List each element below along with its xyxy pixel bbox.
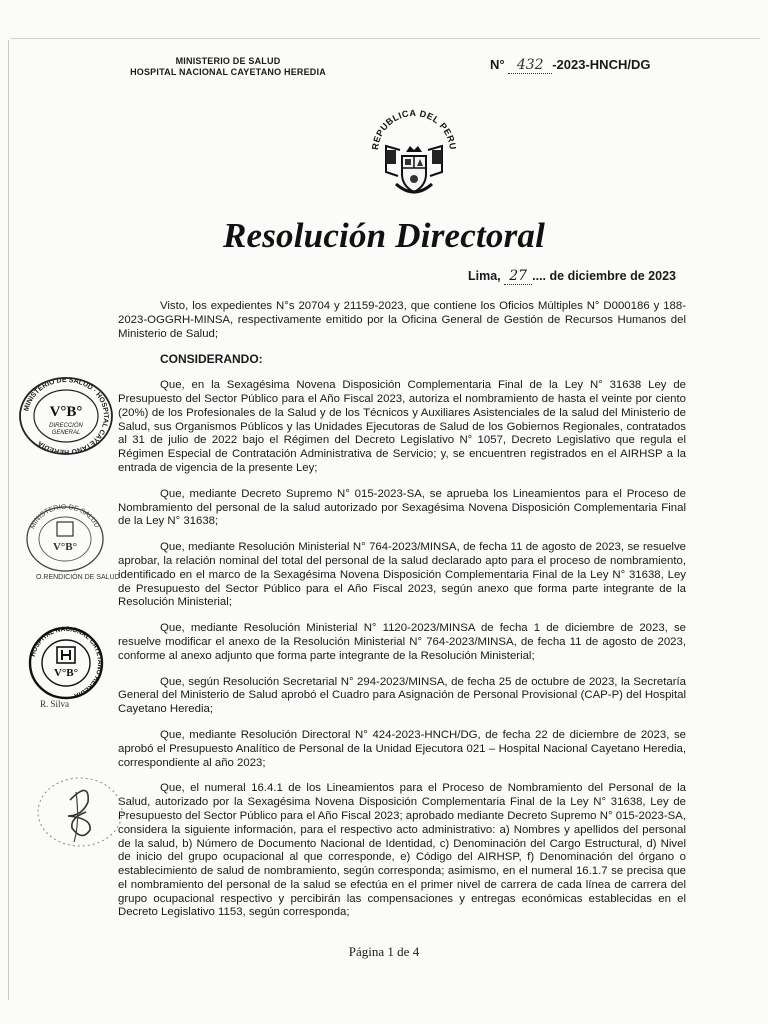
resolution-number xyxy=(490,57,650,74)
hospital-stamp-icon xyxy=(26,626,106,700)
paragraph-2: Que, mediante Decreto Supremo N° 015-2023-SA, se aprueba los Lineamientos para el Proceso de Nombramiento del personal de la salud autorizado por Sexagésima Novena Disposición Complementaria Final de la Ley N° 31638; xyxy=(118,487,686,528)
crest-icon xyxy=(364,100,464,204)
resolution-number-handwritten: 432 xyxy=(508,57,552,74)
date-rest: de diciembre de 2023 xyxy=(549,269,676,283)
hospital-name: HOSPITAL NACIONAL CAYETANO HEREDIA xyxy=(130,67,326,77)
stamp2-ring-text: MINISTERIO DE SALUD xyxy=(29,504,101,531)
page-footer: Página 1 de 4 xyxy=(348,944,420,959)
approval-stamp-icon xyxy=(14,374,118,458)
paragraph-7: Que, el numeral 16.4.1 de los Lineamientos para el Proceso de Nombramiento del Personal de la Salud, autorizado por la Sexagésima Novena Disposición Complementaria Final de la Ley N° 31638, Ley de Presupuesto del Sector Público para el Año Fiscal 2023; aprobado mediante Decreto Supremo N° 015-2023-SA, considera la siguiente información, para el respectivo acto administrativo: a) Nombres y apellidos del personal de la salud, b) Número de Documento Nacional de Identidad, c) Denominación del Cargo Estructural, d) Nivel de inicio del grupo ocupacional al que corresponde, e) Código del AIRHSP, f) Denominación del órgano o establecimiento de salud de nombramiento, según corresponda; asimismo, en el numeral 16.1.7 se precisa que el nombramiento del personal de la salud se efectúa en el primer nivel de carrera de cada línea de carrera del grupo ocupacional respectivo y percibirán las compensaciones y entregas económicas establecidas en el Decreto Legislativo 1153, según corresponda; xyxy=(118,782,686,919)
paragraph-3: Que, mediante Resolución Ministerial N° 764-2023/MINSA, de fecha 11 de agosto de 2023, se resuelve aprobar, la relación nominal del total del personal de la salud declarado apto para el proceso de nombramiento, identificado en el marco de la Sexagésima Novena Disposición Complementaria Final de la Ley N° 31638, Ley de Presupuesto del Sector Público para el Año Fiscal 2023, según anexo que forma parte integrante de la Resolución Ministerial; xyxy=(118,541,686,609)
stamp-ministerio-salud xyxy=(22,504,108,574)
stamp1-ring-text: MINISTERIO DE SALUD · HOSPITAL CAYETANO HEREDIA xyxy=(23,376,110,456)
ministry-name: MINISTERIO DE SALUD xyxy=(175,56,281,66)
paragraph-1: Que, en la Sexagésima Novena Disposición Complementaria Final de la Ley N° 31638 Ley de Presupuesto del Sector Público para el Año Fiscal 2023, autoriza el nombramiento de hasta el veinte por ciento (20%) de los Profesionales de la Salud y de los Técnicos y Auxiliares Asistenciales de la salud del Ministerio de Salud, sus Organismos Públicos y las Unidades Ejecutoras de Salud de los Gobiernos Regionales, contratados al 31 de julio de 2022 bajo el Régimen del Decreto Legislativo N° 1057, Decreto Legislativo que regula el Régimen Especial de Contratación Administrativa de Servicio; y, se encuentren registrados en el AIRHSP a la entrada de vigencia de la presente Ley; xyxy=(118,379,686,474)
considerando-heading: CONSIDERANDO: xyxy=(160,352,263,367)
stamp1-center: V°B° xyxy=(49,404,83,420)
stamp3-ring-text: HOSPITAL NACIONAL CAYETANO HEREDIA xyxy=(29,626,104,699)
paragraph-6: Que, mediante Resolución Directoral N° 424-2023-HNCH/DG, de fecha 22 de diciembre de 2023, se aprobó el Presupuesto Analítico de Personal de la Unidad Ejecutora 021 – Hospital Nacional Cayetano Heredia, correspondiente al año 2023; xyxy=(118,728,686,769)
date-city: Lima, xyxy=(468,269,501,283)
resolution-number-prefix: N° xyxy=(490,57,505,72)
date-line: Lima, 27 .... de diciembre de 2023 xyxy=(468,268,676,284)
resolution-number-suffix: -2023-HNCH/DG xyxy=(552,57,651,72)
stamp1-sub2: GENERAL xyxy=(51,430,81,436)
stamp2-center: V°B° xyxy=(52,541,78,553)
national-crest xyxy=(364,100,464,204)
stamp-direccion-general xyxy=(14,374,118,458)
document-body xyxy=(118,300,686,932)
stamp3-center: V°B° xyxy=(53,667,79,679)
paragraph-4: Que, mediante Resolución Ministerial N° 1120-2023/MINSA de fecha 1 de diciembre de 2023, se resuelve modificar el anexo de la Resolución Ministerial N° 764-2023/MINSA, de fecha 11 de agosto de 2023, conforme al anexo adjunto que forma parte integrante de la Resolución Ministerial; xyxy=(118,622,686,662)
document-title: Resolución Directoral xyxy=(222,216,546,255)
page-edge-left xyxy=(8,40,9,1000)
ministry-stamp-icon xyxy=(22,504,108,574)
date-day-handwritten: 27 xyxy=(504,268,532,285)
page-edge-top xyxy=(10,38,760,39)
stamp1-sub1: DIRECCIÓN xyxy=(49,423,83,429)
handwritten-signature xyxy=(30,772,130,852)
institution-header xyxy=(108,56,348,78)
visto-paragraph: Visto, los expedientes N°s 20704 y 21159-2023, que contiene los Oficios Múltiples N° D000186 y 188-2023-OGGRH-MINSA, respectivamente emitido por la Oficina General de Gestión de Recursos Humanos del Ministerio de Salud; xyxy=(118,300,686,340)
crest-label: REPUBLICA DEL PERU xyxy=(369,107,459,151)
stamp-hospital xyxy=(26,626,106,700)
stamp3-caption: R. Silva xyxy=(40,699,70,709)
signature-icon xyxy=(30,772,130,852)
svg-text:REPUBLICA DEL PERU xyxy=(370,108,458,151)
stamp2-caption: O.RENDICIÓN DE SALUD xyxy=(36,574,120,581)
paragraph-5: Que, según Resolución Secretarial N° 294-2023/MINSA, de fecha 25 de octubre de 2023, la Secretaría General del Ministerio de Salud aprobó el Cuadro para Asignación de Personal Provisional (CAP-P) del Hospital Cayetano Heredia; xyxy=(118,675,686,716)
